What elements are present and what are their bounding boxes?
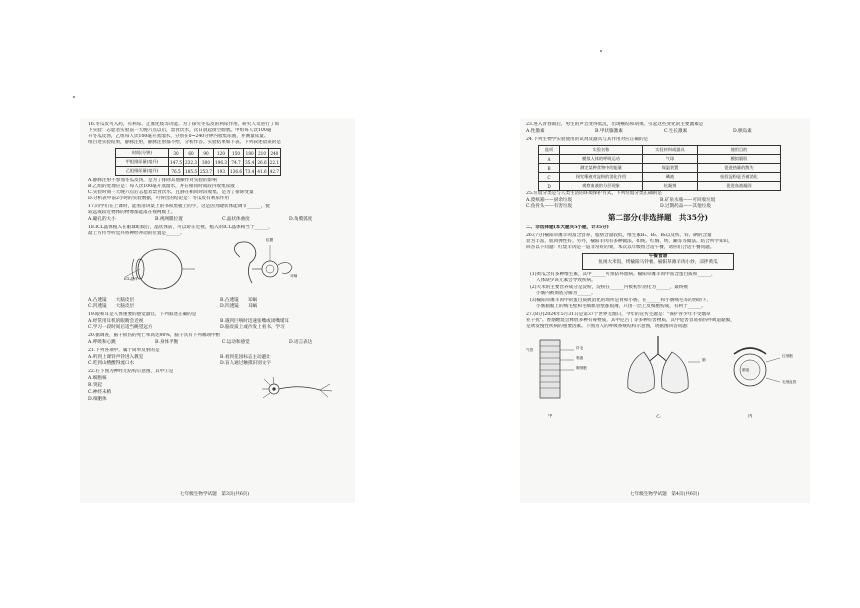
- table-cell: 74.7: [229, 158, 244, 167]
- table-row: [539, 155, 781, 164]
- figure-label-cilia: 纤毛: [576, 346, 584, 350]
- option-b: B.凸透镜 耳蜗: [220, 298, 257, 303]
- option-d: D.语言表达: [289, 340, 313, 345]
- table-cell: 测定某种食物中的能量: [560, 164, 643, 173]
- table-cell: 碘液: [643, 173, 698, 182]
- table-cell: 73.4: [245, 168, 255, 174]
- option-a: A.静脉注射不参加冬瓜皮汤，是为了排除其他操作对实验的影响: [88, 178, 217, 183]
- option-b: B.视网膜位置: [155, 217, 183, 222]
- table-cell: B: [539, 164, 560, 173]
- option-d: D.分析表中前2小时的实验数据，可得出的结论是：冬瓜皮有利尿作用: [88, 196, 230, 201]
- lunch-menu-title: 午餐食谱: [648, 254, 668, 259]
- figure-label-capillary: 毛细血管: [782, 380, 797, 384]
- figure-label-gland-cell: 腺细胞: [576, 366, 587, 370]
- question-24-line: 24.下列生物学实验使用的试剂及器具与其作用对应正确的是: [526, 137, 649, 142]
- lunch-menu-content: 鱼闲大米饭，烤榆阳马铃薯，榆阳草滩羊肉小炒，凉拌黄瓜: [598, 260, 718, 265]
- table-cell: 检验淀粉是否被消化: [698, 173, 781, 182]
- question-26-sub: 人体缺少该元素会导致疾病。: [536, 278, 596, 283]
- table-cell: 实验材料或器具: [643, 146, 698, 155]
- table-row: [539, 182, 781, 191]
- table-cell: 193: [214, 167, 229, 176]
- table-cell: 30: [169, 149, 184, 158]
- option-c: C.吃到山楂酸得流口水: [88, 361, 135, 366]
- figure-label-lung: 肺: [702, 358, 706, 362]
- option-b: B.乙组的处理应是：每人饮100毫升蒸馏水，并在相同时间段内收集尿液: [88, 184, 235, 189]
- question-26-sub: (1)黄瓜含有多种维生素，其中______可预防坏血病。榆阳草滩羊肉中富含蛋白质和______，: [530, 272, 716, 277]
- table-cell: 232.3: [185, 159, 197, 165]
- question-17-line: 17.同学们在上课时，能看清讲桌上的书和黑板上的字，这是因为睫状体能调节______，使: [88, 204, 270, 209]
- respiratory-system-figure: [530, 332, 800, 412]
- table-cell: 乙组排尿量(毫升): [116, 167, 169, 176]
- figure-caption-bing: 丙: [748, 414, 753, 419]
- option-c: C.鱼骨头——有害垃圾: [526, 204, 573, 209]
- option-a: A.凸透镜 大脑皮层: [88, 298, 135, 303]
- table-cell: 41.6: [257, 168, 267, 174]
- option-b: B.身体平衡: [155, 340, 179, 345]
- urine-volume-table: [115, 148, 281, 176]
- lunch-menu-box: [582, 253, 734, 270]
- eye-and-ear-figure: [120, 239, 320, 297]
- question-16-line: 16.冬瓜皮可入药，有利尿、止血化痰等功能。为了探究冬瓜皮的利尿作用，研究人员进行了如: [88, 122, 280, 127]
- option-c: C.实验时间一天晚六点后志愿者禁食饮水，且静在相同时段收集，是为了排除变量: [88, 190, 254, 195]
- experiment-table: [538, 145, 781, 191]
- option-c: C.运动和感觉: [222, 340, 250, 345]
- option-b: B.突起: [88, 383, 103, 388]
- option-b: B.看到花园标志主动避让: [220, 355, 271, 360]
- table-cell: 探究唾液对淀粉的消化作用: [560, 173, 643, 182]
- table-cell: 240: [268, 149, 280, 158]
- table-cell: 促进热量的散失: [698, 164, 781, 173]
- table-cell: 120: [214, 149, 229, 158]
- table-cell: 时间(分钟): [116, 149, 169, 158]
- table-cell: 甲组排尿量(毫升): [116, 158, 169, 167]
- table-cell: 300: [199, 158, 214, 167]
- table-cell: 196.3: [215, 159, 227, 165]
- question-17-line: 较远或较近物体的物像都能落在视网膜上。: [88, 210, 176, 215]
- question-26-line: 显为丰富，肌肉弹性好。另外，榆阳羊肉有多种做法，如炖、红焖、烤、涮等等做法。结合所学知识，: [526, 239, 733, 244]
- table-cell: 60: [184, 149, 199, 158]
- table-cell: 150: [229, 149, 244, 158]
- table-row: [539, 173, 781, 182]
- exam-page-left: [80, 118, 355, 503]
- table-cell: 210: [256, 149, 268, 158]
- table-cell: 35.4: [245, 159, 255, 165]
- table-cell: 136.6: [230, 168, 242, 174]
- option-b: B.遇到巨响时迅速张嘴或闭嘴堵耳: [220, 319, 290, 324]
- table-cell: 促进血液凝固: [698, 182, 781, 191]
- figure-label-cochlea: 耳蜗: [290, 274, 298, 278]
- question-16-line: 下实验：志愿者实验前一天晚六点以后，禁食饮水，次日晨起排空膀胱。甲组每人饮100毫: [88, 128, 272, 133]
- option-c: C.神经末梢: [88, 390, 112, 395]
- option-b: B.矿泉水瓶——可回收垃圾: [660, 198, 716, 203]
- option-c: C.学习一段时间后适当眺望远方: [88, 325, 153, 330]
- option-a: A.经常用耳机的眼睛会近视: [88, 319, 144, 324]
- figure-label-alveolus: 肺泡: [742, 368, 750, 372]
- table-cell: A: [539, 155, 560, 164]
- option-d: D.过期药品——其他垃圾: [660, 204, 711, 209]
- figure-label-trachea: 气管: [526, 348, 534, 352]
- table-row: [116, 158, 281, 167]
- section-two-heading: 二、非选择题(本大题共5小题，计35分): [526, 225, 609, 230]
- table-cell: 保温装置: [643, 164, 698, 173]
- table-cell: 185.5: [185, 168, 197, 174]
- table-cell: 使用目的: [698, 146, 781, 155]
- question-26-line: 26.(7分)榆阳草滩羊肉富含营养，脂肪含量较低，维生素B₁、B₂、B₆以及铁、锌、硒的含量: [526, 233, 712, 238]
- table-cell: 180: [244, 149, 256, 158]
- question-27-line: 27.(8分)2024年5月31日是第37个世界无烟日，今年的宣传主题是："保护青少年不受烟草: [526, 312, 711, 317]
- table-row: [116, 167, 281, 176]
- option-a: A.瞳孔的大小: [88, 217, 116, 222]
- figure-label-mucus: 黏液: [576, 356, 584, 360]
- table-cell: C: [539, 173, 560, 182]
- question-16-line: 升冬瓜皮汤，乙组每人饮100毫升蒸馏水。分别在0~240分钟内收集尿液，并测量尿量。: [88, 134, 269, 139]
- option-a: A.性激素: [526, 129, 545, 134]
- table-header-row: [539, 146, 781, 155]
- question-25-line: 25.垃圾分类是与人类生活的环境保护方式。下列垃圾分类正确的是: [526, 191, 662, 196]
- table-cell: D: [539, 182, 560, 191]
- question-26-sub: 小肠内被彻底分解为______。: [536, 291, 596, 296]
- question-18-line: 最上方传导听觉并将神经冲动的位置是______。: [88, 231, 185, 236]
- table-cell: 观察血液的分层现象: [560, 182, 643, 191]
- question-26-sub: (3)榆阳草滩羊肉中的蛋白质被消化的场所是胃和小肠，在______和小肠绒毛等的协助下，: [530, 298, 712, 303]
- question-27-line: 业干扰"。香烟燃烧会释放多种有毒物质，其中尼古丁等多种有害物质，其中危害容易损伤呼吸道黏膜，: [526, 318, 735, 323]
- figure-label-icl: ICL晶体: [124, 277, 138, 281]
- table-cell: 选项: [539, 146, 560, 155]
- option-c: C.晶状体曲度: [222, 217, 250, 222]
- figure-label-iris: 虹膜: [266, 238, 274, 242]
- option-d: D.盲人通过触摸识别文字: [220, 361, 271, 366]
- page-footer-right: 七年级生物学试题 第4页(共6页): [630, 492, 700, 497]
- table-cell: 气球: [643, 155, 698, 164]
- neuron-figure: [260, 374, 340, 404]
- figure-caption-yi: 乙: [656, 414, 661, 419]
- table-cell: 253.7: [200, 168, 212, 174]
- table-cell: 模拟膈肌: [698, 155, 781, 164]
- table-cell: 抗凝剂: [643, 182, 698, 191]
- question-16-line: 组目述实验结果，静脉注射，静脉注射都不给，分析作答。实验结果如下表。下列叙述错误的是: [88, 140, 281, 145]
- question-20-line: 20.据调查，脑干损伤的死亡率高达90%，脑干具有下列哪项中枢: [88, 333, 221, 338]
- option-a: A.听到上课铃声铃进入教室: [88, 355, 144, 360]
- option-d: D.细胞体: [88, 397, 107, 402]
- table-cell: 实验名称: [560, 146, 643, 155]
- question-26-sub: (2)大米的主要营养成分是淀粉，淀粉在______内被初步消化为______，最终被: [530, 285, 689, 290]
- option-a: A.废纸箱——厨余垃圾: [526, 198, 573, 203]
- option-d: D.凹透镜 耳蜗: [220, 304, 258, 309]
- option-d: D.胰岛素: [733, 129, 752, 134]
- exam-page-right: [520, 118, 810, 503]
- option-c: C.凹透镜 大脑皮层: [88, 304, 135, 309]
- table-header-row: [116, 149, 281, 158]
- question-26-line: 回答以下问题：红烧羊肉是一道非常好的菜，本次以年级组合适午餐，请你们合适午餐问题。: [526, 245, 715, 250]
- question-23-line: 23.进入青春期后，男生的声音变得低沉，出现喉结和胡须。引起这些变化的主要激素是: [526, 122, 704, 127]
- question-26-sub: 小肠黏膜上的绒毛壁和毛细血管壁都很薄，只由一层上皮细胞构成，有利于______。: [536, 304, 706, 309]
- figure-caption-jia: 甲: [548, 414, 553, 419]
- table-row: [539, 164, 781, 173]
- table-cell: 147.5: [170, 159, 182, 165]
- part-two-title: 第二部分(非选择题 共35分): [608, 213, 709, 222]
- page-footer-left: 七年级生物学试题 第3页(共6页): [180, 492, 250, 497]
- table-cell: 76.5: [169, 167, 184, 176]
- table-cell: 26.6: [257, 159, 267, 165]
- scan-mark: [73, 96, 75, 98]
- option-a: A.呼吸和心跳: [88, 340, 116, 345]
- option-b: B.甲状腺激素: [595, 129, 623, 134]
- table-cell: 模拟人体的呼吸运动: [560, 155, 643, 164]
- option-a: A.细胞核: [88, 376, 107, 381]
- table-cell: 22.1: [269, 159, 279, 165]
- question-22-line: 22.右下图为神经元结构示意图，其中①是: [88, 369, 174, 374]
- question-21-line: 21.下列各项中，属于简单反射的是: [88, 348, 160, 353]
- option-d: D.角膜弧度: [289, 217, 313, 222]
- table-cell: 42.7: [269, 168, 279, 174]
- question-19-line: 19.眼和耳是人体重要的感觉器官，下列叙述正确的是: [88, 312, 197, 317]
- figure-label-red-blood-cell: 红细胞: [782, 354, 793, 358]
- scan-mark: [600, 50, 602, 52]
- table-cell: 90: [199, 149, 214, 158]
- question-18-line: 18.ICL晶体植入在眼球虹膜后，晶状体前，可以矫正近视，植入的ICL晶体相当于______，: [88, 225, 273, 230]
- option-d: D.脑皮质上或沙发上看书、学习: [220, 325, 285, 330]
- option-c: C.生长激素: [664, 129, 688, 134]
- question-27-line: 是诱发慢性疾病的重要因素。下图为人的呼吸系统结构示意图，请据图回答问题：: [526, 324, 692, 329]
